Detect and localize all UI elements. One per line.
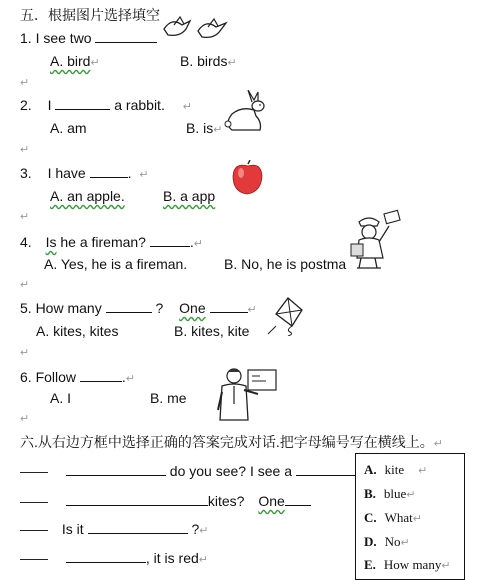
q1-stem: 1. I see two <box>20 30 157 46</box>
d1-answer-blank[interactable] <box>66 463 166 476</box>
q6-stem: 6. Follow .↵ <box>20 369 136 385</box>
para-mark: ↵ <box>20 279 30 291</box>
q1-option-a: A. bird↵ <box>50 53 100 69</box>
q6-option-b: B. me <box>150 390 187 406</box>
q4-option-a: A. Yes, he is a fireman. <box>44 256 188 272</box>
q1-answer-blank[interactable] <box>95 30 157 43</box>
q4-option-b: B. No, he is postma <box>224 256 347 272</box>
d4-answer-blank[interactable] <box>66 550 146 563</box>
q5-option-b: B. kites, kite <box>174 323 250 339</box>
option-b[interactable]: B. blue↵ <box>364 486 416 501</box>
dialog-line-3: —— Is it ?↵ <box>20 521 209 537</box>
d2-answer-blank[interactable] <box>66 493 208 506</box>
teacher-icon <box>214 364 280 424</box>
d2-one-blank[interactable] <box>285 493 311 506</box>
rabbit-icon <box>222 90 270 134</box>
para-mark: ↵ <box>20 347 30 359</box>
section5-title: 五．根据图片选择填空 <box>20 7 160 23</box>
q2-stem: 2. I a rabbit. ↵ <box>20 97 192 113</box>
option-e[interactable]: E. How many↵ <box>364 557 451 572</box>
q6-answer-blank[interactable] <box>80 369 122 382</box>
q4-stem: 4. Is he a fireman? .↵ <box>20 234 203 250</box>
q5-answer-blank[interactable] <box>106 300 152 313</box>
birds-icon <box>160 15 232 45</box>
q3-option-a: A. an apple. <box>50 188 125 204</box>
dialog-line-4: —— , it is red↵ <box>20 550 209 566</box>
para-mark: ↵ <box>20 413 30 425</box>
q3-stem: 3. I have . ↵ <box>20 165 149 181</box>
section6-title: 六.从右边方框中选择正确的答案完成对话.把字母编号写在横线上。↵ <box>20 434 443 450</box>
option-c[interactable]: C. What↵ <box>364 510 423 525</box>
option-a[interactable]: A. kite ↵ <box>364 462 428 477</box>
para-mark: ↵ <box>20 144 30 156</box>
q3-option-b: B. a app <box>163 188 216 204</box>
option-d[interactable]: D. No↵ <box>364 534 410 549</box>
q6-option-a: A. I <box>50 390 72 406</box>
d3-answer-blank[interactable] <box>88 521 188 534</box>
dialog-line-1: —— do you see? I see a <box>20 463 356 479</box>
q5-one-blank[interactable] <box>210 300 248 313</box>
q2-option-a: A. am <box>50 120 87 136</box>
para-mark: ↵ <box>20 211 30 223</box>
q5-option-a: A. kites, kites <box>36 323 119 339</box>
q4-answer-blank[interactable] <box>150 234 190 247</box>
q2-option-b: B. is↵ <box>186 120 223 136</box>
options-box <box>355 453 465 580</box>
q5-stem: 5. How many ? One ↵ <box>20 300 257 316</box>
kite-icon <box>266 296 306 336</box>
q3-answer-blank[interactable] <box>90 165 128 178</box>
apple-icon <box>230 160 266 198</box>
d1-object-blank[interactable] <box>296 463 356 476</box>
q1-option-b: B. birds↵ <box>180 53 237 69</box>
q2-answer-blank[interactable] <box>55 97 110 110</box>
para-mark: ↵ <box>20 77 30 89</box>
dialog-line-2: —— kites? One <box>20 493 311 509</box>
postman-icon <box>345 208 407 272</box>
